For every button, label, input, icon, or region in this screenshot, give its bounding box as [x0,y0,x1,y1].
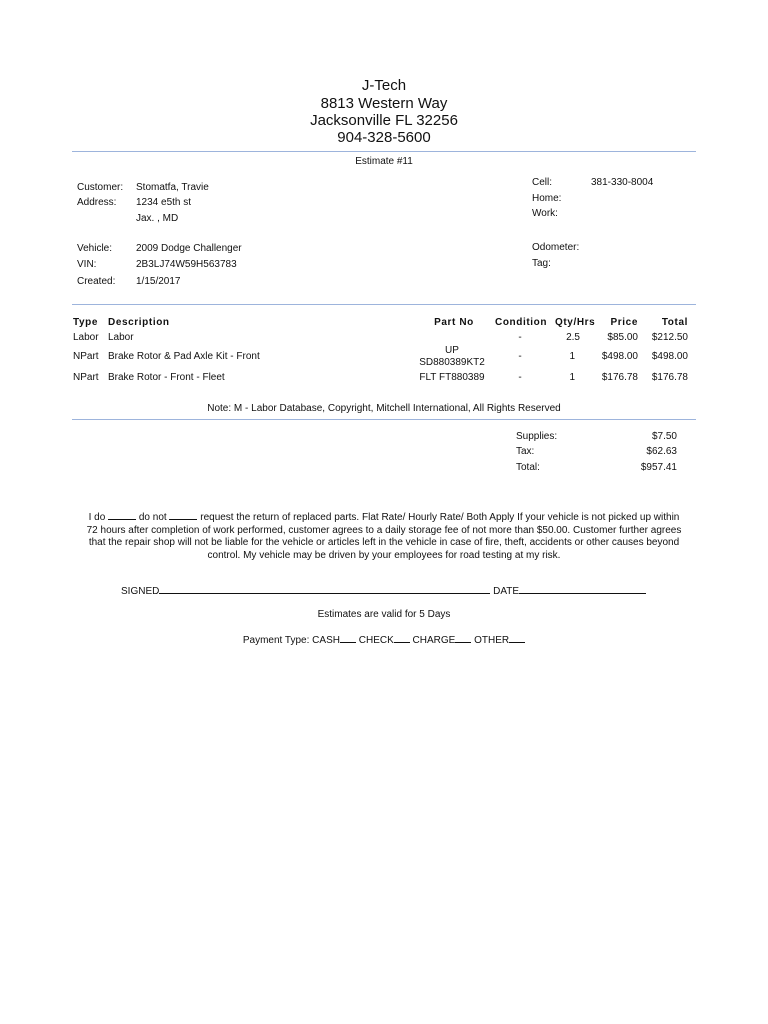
vehicle-value: 2009 Dodge Challenger [136,243,242,254]
cell-part-no-line1: UP [445,345,459,356]
divider [72,151,696,152]
payment-cash: CASH [312,635,340,646]
company-street: 8813 Western Way [320,95,448,112]
date-line[interactable] [519,584,646,594]
divider [72,304,696,305]
supplies-value: $7.50 [651,431,677,442]
col-header-total: Total [661,317,688,328]
col-header-description: Description [108,317,170,328]
cell-total: $498.00 [651,351,688,362]
payment-type-label: Payment Type: [242,635,310,646]
tax-value: $62.63 [646,446,677,457]
created-value: 1/15/2017 [136,276,181,287]
col-header-price: Price [610,317,638,328]
cell-type: NPart [73,351,99,362]
total-value: $957.41 [640,462,677,473]
cell-condition: - [518,332,522,343]
supplies-label: Supplies: [516,431,558,442]
cell-qty: 2.5 [566,332,580,343]
date-label: DATE [493,586,520,597]
payment-charge: CHARGE [412,635,456,646]
cell-qty: 1 [569,372,575,383]
company-city: Jacksonville FL 32256 [310,112,458,129]
cell-part-no: FLT FT880389 [419,372,485,383]
other-blank[interactable] [509,633,525,643]
company-phone: 904-328-5600 [337,129,431,146]
col-header-type: Type [73,317,98,328]
work-label: Work: [532,208,558,219]
charge-blank[interactable] [455,633,471,643]
cell-part-no-line2: SD880389KT2 [419,357,485,368]
odometer-label: Odometer: [532,242,580,253]
payment-check: CHECK [358,635,394,646]
vin-value: 2B3LJ74W59H563783 [136,259,237,270]
cell-price: $176.78 [601,372,638,383]
cell-description: Brake Rotor - Front - Fleet [108,372,225,383]
address-line2: Jax. , MD [136,213,179,224]
signed-label: SIGNED [121,586,160,597]
check-blank[interactable] [394,633,410,643]
cell-price: $85.00 [607,332,638,343]
signature-line[interactable] [159,584,490,594]
terms-line4: control. My vehicle may be driven by your employees for road testing at my risk. [207,549,561,561]
cell-qty: 1 [569,351,575,362]
tax-label: Tax: [516,446,535,457]
terms-i-do: I do [88,512,106,523]
cell-condition: - [518,372,522,383]
home-label: Home: [532,193,562,204]
total-label: Total: [516,462,540,473]
cell-description: Labor [108,332,134,343]
do-not-blank[interactable] [169,510,197,520]
tag-label: Tag: [532,258,551,269]
estimate-title: Estimate #11 [355,156,413,167]
signature-row [121,584,646,598]
cell-label: Cell: [532,177,553,188]
cell-price: $498.00 [601,351,638,362]
cell-description: Brake Rotor & Pad Axle Kit - Front [108,351,260,362]
col-header-qty: Qty/Hrs [555,317,596,328]
vin-label: VIN: [77,259,97,270]
address-line1: 1234 e5th st [136,197,192,208]
col-header-part-no: Part No [434,317,474,328]
cash-blank[interactable] [340,633,356,643]
address-label: Address: [77,197,117,208]
i-do-blank[interactable] [108,510,136,520]
cell-type: NPart [73,372,99,383]
company-name: J-Tech [361,77,407,94]
customer-name: Stomatfa, Travie [136,182,209,193]
terms-line2: 72 hours after completion of work performed, customer agrees to a daily storage fee of not more than $50.00. Customer further agrees [86,524,682,536]
terms-line1 [72,510,696,525]
divider [72,419,696,420]
payment-type-row [0,633,768,647]
terms-paragraph [72,510,696,562]
payment-other: OTHER [474,635,510,646]
copyright-note: Note: M - Labor Database, Copyright, Mitchell International, All Rights Reserved [207,403,561,414]
customer-label: Customer: [77,182,124,193]
cell-condition: - [518,351,522,362]
cell-value: 381-330-8004 [591,177,654,188]
cell-total: $176.78 [651,372,688,383]
cell-total: $212.50 [651,332,688,343]
validity-note: Estimates are valid for 5 Days [317,609,451,620]
terms-line3: that the repair shop will not be liable for the vehicle or articles left in the vehicle in case of fire, theft, accidents or other causes beyond [88,537,680,548]
created-label: Created: [77,276,116,287]
terms-do-not: do not [138,512,167,523]
col-header-condition: Condition [495,317,548,328]
cell-type: Labor [73,332,99,343]
terms-line1-text: request the return of replaced parts. Flat Rate/ Hourly Rate/ Both Apply If your vehicle is not picked up within [200,512,680,523]
vehicle-label: Vehicle: [77,243,113,254]
